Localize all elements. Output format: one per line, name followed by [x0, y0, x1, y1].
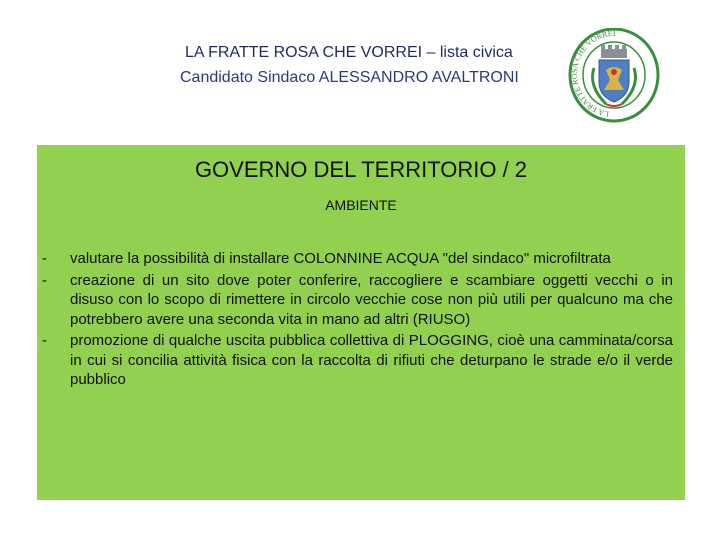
- list-item: [37, 249, 685, 269]
- bullet-dash: -: [42, 250, 47, 267]
- content-panel: [37, 145, 685, 500]
- bullet-list: [37, 249, 685, 392]
- bullet-dash: -: [42, 332, 47, 349]
- civic-list-emblem-icon: [568, 28, 660, 124]
- section-title: GOVERNO DEL TERRITORIO / 2: [194, 157, 528, 182]
- list-item-text: creazione di un sito dove poter conferire, raccogliere e scambiare oggetti vecchi o in disuso con lo scopo di rimettere in circolo vecchie cose non più utili per qualcuno ma che potrebbero avere una seconda vita in mano ad altri (RIUSO): [70, 271, 673, 328]
- emblem-ring-text: LA FRATTE ROSA CHE VORREI: [569, 28, 616, 119]
- list-item-text: valutare la possibilità di installare COLONNINE ACQUA "del sindaco" microfiltrata: [70, 250, 611, 267]
- list-name-heading: LA FRATTE ROSA CHE VORREI – lista civica: [185, 44, 513, 61]
- list-item: [37, 331, 685, 390]
- section-subtitle: AMBIENTE: [325, 197, 397, 213]
- bullet-dash: -: [42, 271, 47, 289]
- list-item-text: promozione di qualche uscita pubblica collettiva di PLOGGING, cioè una camminata/corsa in cui si concilia attività fisica con la raccolta di rifiuti che deturpano le strade e/o il verde pubblico: [70, 332, 673, 388]
- list-item: [37, 271, 685, 330]
- mayor-candidate-heading: Candidato Sindaco ALESSANDRO AVALTRONI: [180, 69, 519, 86]
